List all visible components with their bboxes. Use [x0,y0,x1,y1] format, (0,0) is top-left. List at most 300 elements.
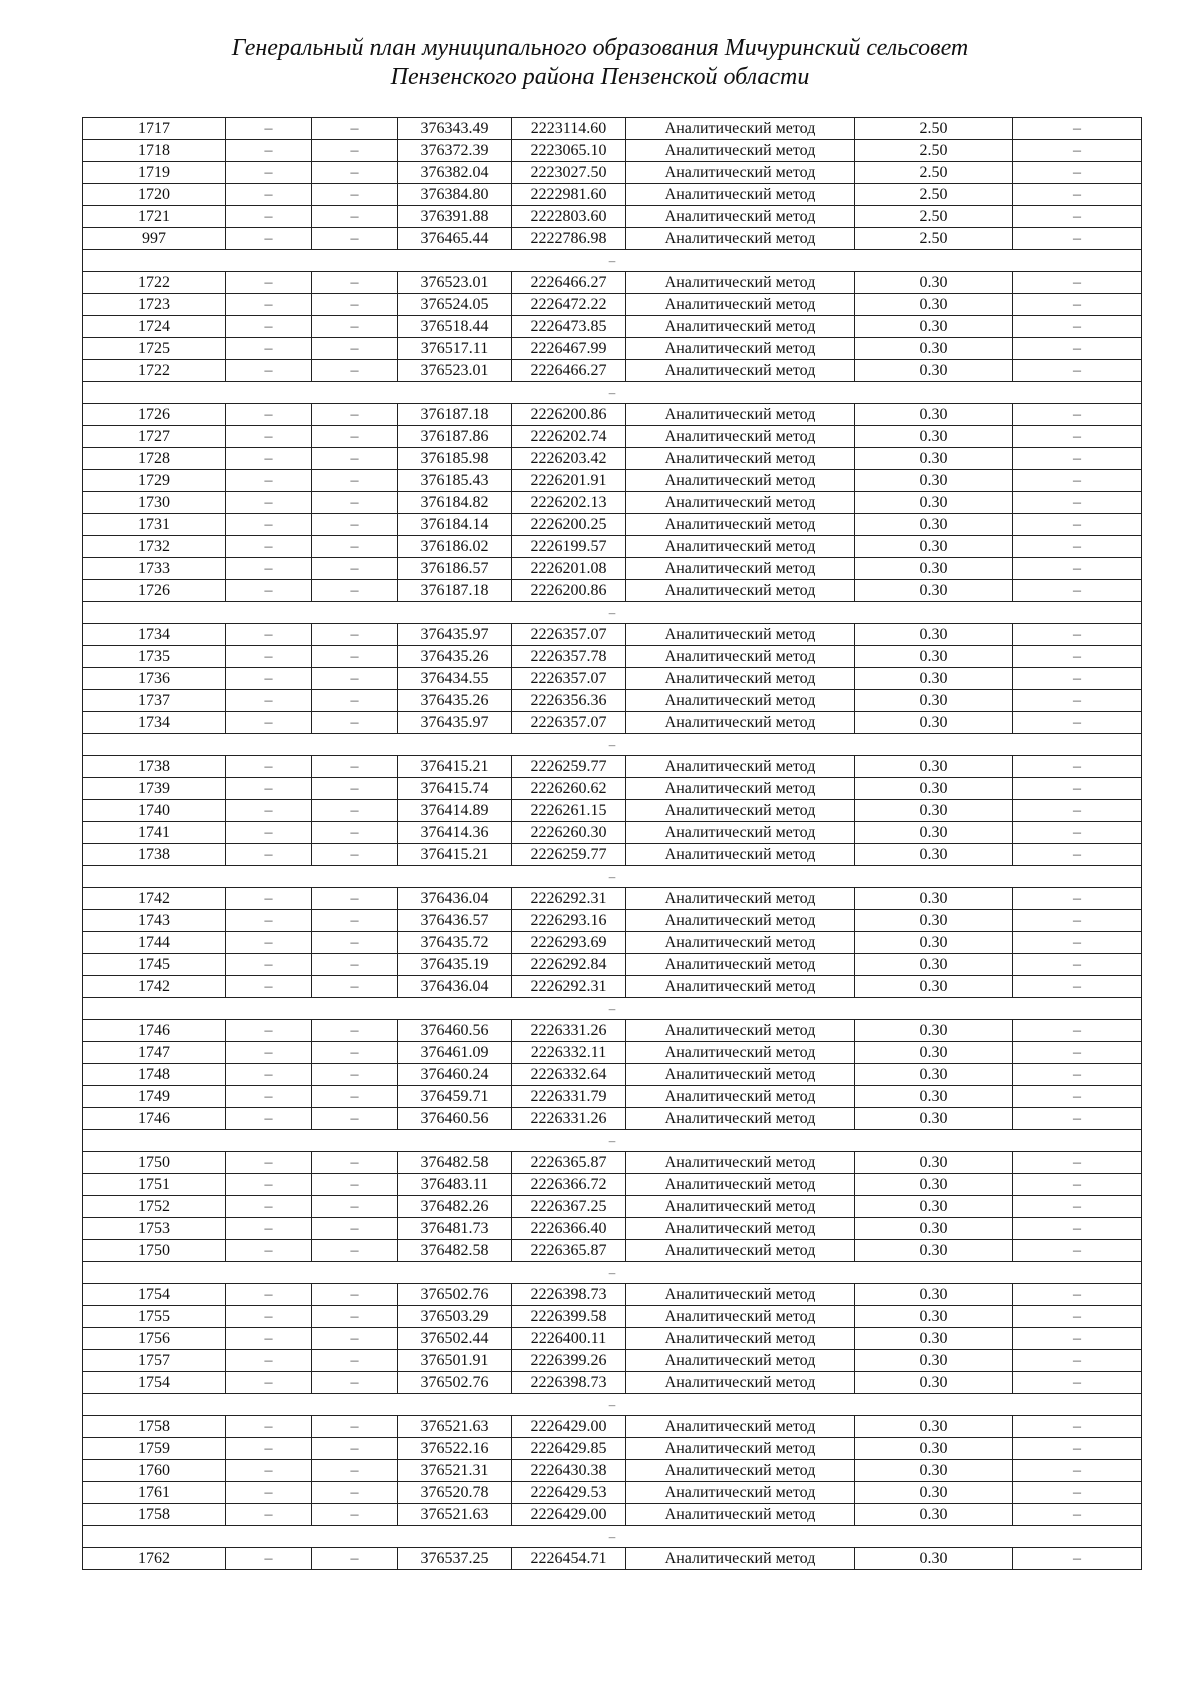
cell-method: Аналитический метод [626,162,855,184]
table-row [83,492,1142,514]
cell-accuracy: 0.30 [855,580,1013,602]
cell-coord-y: 2226200.86 [512,404,626,426]
cell-method: Аналитический метод [626,1460,855,1482]
cell-accuracy: 0.30 [855,932,1013,954]
cell-coord-x: 376184.82 [398,492,512,514]
cell-accuracy: 0.30 [855,1240,1013,1262]
cell-col-2: – [226,822,312,844]
table-separator-row [83,998,1142,1020]
cell-coord-y: 2226429.53 [512,1482,626,1504]
cell-method: Аналитический метод [626,800,855,822]
cell-accuracy: 0.30 [855,492,1013,514]
cell-accuracy: 0.30 [855,888,1013,910]
cell-col-3: – [312,1350,398,1372]
cell-col-3: – [312,338,398,360]
table-row [83,448,1142,470]
cell-coord-x: 376465.44 [398,228,512,250]
cell-coord-y: 2226202.74 [512,426,626,448]
cell-accuracy: 0.30 [855,1548,1013,1570]
cell-coord-x: 376483.11 [398,1174,512,1196]
cell-accuracy: 0.30 [855,294,1013,316]
cell-coord-x: 376501.91 [398,1350,512,1372]
cell-method: Аналитический метод [626,976,855,998]
cell-accuracy: 0.30 [855,470,1013,492]
cell-method: Аналитический метод [626,1240,855,1262]
cell-coord-x: 376482.26 [398,1196,512,1218]
cell-col-3: – [312,624,398,646]
cell-point-number: 1758 [83,1416,226,1438]
cell-coord-y: 2226261.15 [512,800,626,822]
cell-accuracy: 0.30 [855,360,1013,382]
cell-accuracy: 0.30 [855,448,1013,470]
cell-col-3: – [312,756,398,778]
separator-cell: – [83,998,1142,1020]
cell-accuracy: 0.30 [855,646,1013,668]
cell-point-number: 1747 [83,1042,226,1064]
cell-method: Аналитический метод [626,888,855,910]
table-row [83,536,1142,558]
cell-col-3: – [312,1108,398,1130]
cell-coord-x: 376384.80 [398,184,512,206]
cell-col-3: – [312,580,398,602]
cell-coord-x: 376518.44 [398,316,512,338]
cell-col-3: – [312,1306,398,1328]
cell-col-2: – [226,668,312,690]
cell-col-2: – [226,910,312,932]
cell-point-number: 1734 [83,712,226,734]
cell-col-8: – [1013,470,1142,492]
cell-coord-x: 376482.58 [398,1240,512,1262]
cell-point-number: 1748 [83,1064,226,1086]
cell-col-3: – [312,712,398,734]
cell-col-2: – [226,1284,312,1306]
coordinates-table-body [83,118,1142,1570]
cell-col-8: – [1013,1108,1142,1130]
table-row [83,514,1142,536]
cell-method: Аналитический метод [626,294,855,316]
cell-col-3: – [312,1042,398,1064]
table-row [83,338,1142,360]
cell-col-8: – [1013,1548,1142,1570]
cell-method: Аналитический метод [626,954,855,976]
cell-method: Аналитический метод [626,1218,855,1240]
cell-coord-y: 2226332.64 [512,1064,626,1086]
table-row [83,1372,1142,1394]
table-row [83,668,1142,690]
cell-method: Аналитический метод [626,1064,855,1086]
cell-coord-y: 2226259.77 [512,844,626,866]
cell-coord-x: 376415.74 [398,778,512,800]
table-row [83,1020,1142,1042]
cell-col-8: – [1013,1372,1142,1394]
cell-coord-x: 376415.21 [398,756,512,778]
cell-point-number: 1755 [83,1306,226,1328]
cell-col-8: – [1013,536,1142,558]
cell-col-2: – [226,1306,312,1328]
cell-point-number: 1719 [83,162,226,184]
cell-point-number: 1739 [83,778,226,800]
cell-col-2: – [226,404,312,426]
cell-coord-y: 2223065.10 [512,140,626,162]
cell-coord-x: 376185.98 [398,448,512,470]
cell-point-number: 1726 [83,404,226,426]
cell-col-8: – [1013,1306,1142,1328]
cell-col-8: – [1013,778,1142,800]
cell-coord-x: 376521.31 [398,1460,512,1482]
cell-point-number: 1743 [83,910,226,932]
cell-coord-x: 376391.88 [398,206,512,228]
table-row [83,140,1142,162]
table-row [83,822,1142,844]
cell-coord-x: 376436.04 [398,976,512,998]
cell-point-number: 1754 [83,1284,226,1306]
table-row [83,228,1142,250]
table-row [83,1196,1142,1218]
cell-accuracy: 2.50 [855,184,1013,206]
cell-col-2: – [226,1086,312,1108]
cell-accuracy: 0.30 [855,756,1013,778]
cell-col-8: – [1013,558,1142,580]
cell-col-8: – [1013,646,1142,668]
cell-col-8: – [1013,316,1142,338]
cell-accuracy: 0.30 [855,536,1013,558]
cell-point-number: 1726 [83,580,226,602]
cell-col-2: – [226,1020,312,1042]
cell-coord-x: 376503.29 [398,1306,512,1328]
cell-coord-x: 376460.56 [398,1020,512,1042]
cell-col-8: – [1013,426,1142,448]
cell-col-8: – [1013,118,1142,140]
cell-col-2: – [226,1328,312,1350]
separator-cell: – [83,382,1142,404]
cell-col-8: – [1013,162,1142,184]
cell-col-2: – [226,1196,312,1218]
cell-col-8: – [1013,712,1142,734]
table-row [83,1086,1142,1108]
cell-accuracy: 0.30 [855,1306,1013,1328]
table-row [83,470,1142,492]
cell-col-3: – [312,1218,398,1240]
cell-coord-y: 2226260.30 [512,822,626,844]
cell-accuracy: 0.30 [855,1064,1013,1086]
table-row [83,778,1142,800]
cell-point-number: 1730 [83,492,226,514]
cell-col-2: – [226,536,312,558]
cell-col-8: – [1013,690,1142,712]
cell-col-8: – [1013,1504,1142,1526]
cell-col-2: – [226,316,312,338]
cell-coord-y: 2226472.22 [512,294,626,316]
cell-col-3: – [312,910,398,932]
cell-accuracy: 0.30 [855,624,1013,646]
cell-point-number: 1737 [83,690,226,712]
cell-method: Аналитический метод [626,228,855,250]
cell-point-number: 1759 [83,1438,226,1460]
cell-coord-x: 376517.11 [398,338,512,360]
cell-col-3: – [312,954,398,976]
cell-coord-y: 2226200.86 [512,580,626,602]
table-row [83,690,1142,712]
cell-point-number: 1746 [83,1020,226,1042]
cell-coord-y: 2226331.26 [512,1108,626,1130]
cell-coord-x: 376523.01 [398,360,512,382]
cell-accuracy: 0.30 [855,1328,1013,1350]
cell-accuracy: 0.30 [855,426,1013,448]
cell-col-8: – [1013,800,1142,822]
cell-col-3: – [312,426,398,448]
cell-coord-x: 376481.73 [398,1218,512,1240]
cell-point-number: 1721 [83,206,226,228]
cell-col-8: – [1013,272,1142,294]
cell-method: Аналитический метод [626,1372,855,1394]
cell-coord-x: 376522.16 [398,1438,512,1460]
cell-method: Аналитический метод [626,1306,855,1328]
cell-col-2: – [226,778,312,800]
cell-col-2: – [226,338,312,360]
cell-coord-x: 376186.02 [398,536,512,558]
cell-coord-y: 2222803.60 [512,206,626,228]
table-row [83,1108,1142,1130]
cell-coord-x: 376521.63 [398,1504,512,1526]
cell-col-8: – [1013,1328,1142,1350]
cell-coord-x: 376537.25 [398,1548,512,1570]
cell-col-3: – [312,316,398,338]
document-header [0,34,1200,92]
cell-accuracy: 2.50 [855,228,1013,250]
cell-col-8: – [1013,1020,1142,1042]
cell-col-2: – [226,844,312,866]
cell-col-2: – [226,272,312,294]
cell-col-3: – [312,1240,398,1262]
cell-col-2: – [226,558,312,580]
cell-col-3: – [312,448,398,470]
cell-coord-y: 2226356.36 [512,690,626,712]
cell-col-8: – [1013,228,1142,250]
cell-col-8: – [1013,492,1142,514]
table-row [83,1218,1142,1240]
cell-method: Аналитический метод [626,1086,855,1108]
cell-accuracy: 0.30 [855,1372,1013,1394]
table-row [83,360,1142,382]
cell-accuracy: 0.30 [855,1460,1013,1482]
cell-coord-x: 376435.97 [398,712,512,734]
cell-coord-x: 376187.18 [398,404,512,426]
cell-col-2: – [226,118,312,140]
cell-col-8: – [1013,1460,1142,1482]
cell-accuracy: 0.30 [855,800,1013,822]
cell-point-number: 1746 [83,1108,226,1130]
table-row [83,1328,1142,1350]
cell-coord-y: 2222786.98 [512,228,626,250]
cell-method: Аналитический метод [626,514,855,536]
cell-accuracy: 0.30 [855,1108,1013,1130]
table-row [83,316,1142,338]
cell-method: Аналитический метод [626,844,855,866]
cell-col-8: – [1013,844,1142,866]
cell-accuracy: 0.30 [855,404,1013,426]
cell-col-3: – [312,668,398,690]
cell-col-2: – [226,184,312,206]
separator-cell: – [83,1394,1142,1416]
cell-col-2: – [226,1042,312,1064]
cell-coord-x: 376435.97 [398,624,512,646]
cell-point-number: 1725 [83,338,226,360]
cell-accuracy: 2.50 [855,162,1013,184]
cell-point-number: 1724 [83,316,226,338]
table-row [83,1284,1142,1306]
cell-method: Аналитический метод [626,404,855,426]
cell-coord-x: 376382.04 [398,162,512,184]
cell-accuracy: 0.30 [855,712,1013,734]
cell-col-8: – [1013,360,1142,382]
table-row [83,932,1142,954]
separator-cell: – [83,1262,1142,1284]
cell-coord-x: 376520.78 [398,1482,512,1504]
cell-col-3: – [312,1504,398,1526]
cell-accuracy: 0.30 [855,976,1013,998]
cell-coord-y: 2226467.99 [512,338,626,360]
cell-col-3: – [312,976,398,998]
cell-col-2: – [226,140,312,162]
cell-method: Аналитический метод [626,712,855,734]
cell-coord-y: 2226292.84 [512,954,626,976]
cell-col-2: – [226,1438,312,1460]
table-separator-row [83,250,1142,272]
table-row [83,712,1142,734]
cell-coord-x: 376502.76 [398,1372,512,1394]
cell-col-3: – [312,1064,398,1086]
cell-point-number: 997 [83,228,226,250]
cell-col-8: – [1013,1152,1142,1174]
cell-col-2: – [226,360,312,382]
cell-col-2: – [226,1482,312,1504]
cell-col-8: – [1013,580,1142,602]
cell-coord-x: 376414.36 [398,822,512,844]
cell-col-8: – [1013,206,1142,228]
separator-cell: – [83,250,1142,272]
cell-accuracy: 0.30 [855,1350,1013,1372]
cell-accuracy: 0.30 [855,272,1013,294]
cell-col-3: – [312,118,398,140]
cell-point-number: 1757 [83,1350,226,1372]
cell-coord-x: 376523.01 [398,272,512,294]
cell-point-number: 1723 [83,294,226,316]
cell-point-number: 1753 [83,1218,226,1240]
cell-col-3: – [312,470,398,492]
cell-point-number: 1736 [83,668,226,690]
cell-method: Аналитический метод [626,1174,855,1196]
cell-col-3: – [312,1416,398,1438]
cell-coord-y: 2226454.71 [512,1548,626,1570]
cell-coord-x: 376482.58 [398,1152,512,1174]
cell-col-3: – [312,646,398,668]
cell-point-number: 1735 [83,646,226,668]
cell-col-2: – [226,162,312,184]
cell-coord-y: 2223114.60 [512,118,626,140]
cell-method: Аналитический метод [626,624,855,646]
cell-method: Аналитический метод [626,690,855,712]
cell-col-2: – [226,976,312,998]
cell-col-2: – [226,888,312,910]
cell-col-2: – [226,1372,312,1394]
cell-coord-y: 2226357.07 [512,624,626,646]
cell-point-number: 1720 [83,184,226,206]
cell-accuracy: 0.30 [855,1196,1013,1218]
cell-coord-y: 2226293.16 [512,910,626,932]
cell-col-8: – [1013,184,1142,206]
cell-accuracy: 0.30 [855,1416,1013,1438]
table-separator-row [83,1526,1142,1548]
cell-col-2: – [226,1174,312,1196]
cell-coord-x: 376502.44 [398,1328,512,1350]
cell-accuracy: 0.30 [855,1086,1013,1108]
cell-coord-x: 376187.86 [398,426,512,448]
cell-col-8: – [1013,1416,1142,1438]
cell-method: Аналитический метод [626,646,855,668]
cell-coord-x: 376185.43 [398,470,512,492]
cell-accuracy: 0.30 [855,1482,1013,1504]
cell-coord-y: 2226473.85 [512,316,626,338]
cell-col-2: – [226,800,312,822]
cell-accuracy: 0.30 [855,316,1013,338]
cell-accuracy: 0.30 [855,1218,1013,1240]
cell-coord-x: 376460.24 [398,1064,512,1086]
cell-accuracy: 2.50 [855,118,1013,140]
cell-coord-x: 376435.72 [398,932,512,954]
cell-coord-y: 2226332.11 [512,1042,626,1064]
cell-col-2: – [226,514,312,536]
separator-cell: – [83,602,1142,624]
cell-col-3: – [312,184,398,206]
cell-point-number: 1722 [83,272,226,294]
cell-method: Аналитический метод [626,1196,855,1218]
cell-col-3: – [312,1020,398,1042]
cell-col-3: – [312,1196,398,1218]
cell-point-number: 1750 [83,1240,226,1262]
cell-method: Аналитический метод [626,1548,855,1570]
cell-coord-y: 2226292.31 [512,976,626,998]
cell-col-8: – [1013,1438,1142,1460]
cell-coord-x: 376502.76 [398,1284,512,1306]
cell-col-8: – [1013,910,1142,932]
table-row [83,1416,1142,1438]
table-row [83,580,1142,602]
cell-col-2: – [226,470,312,492]
cell-coord-x: 376460.56 [398,1108,512,1130]
table-row [83,1350,1142,1372]
header-title-line-1: Генеральный план муниципального образования Мичуринский сельсовет [231,35,969,61]
cell-col-2: – [226,228,312,250]
cell-accuracy: 2.50 [855,206,1013,228]
table-row [83,954,1142,976]
cell-coord-y: 2226429.00 [512,1416,626,1438]
cell-accuracy: 0.30 [855,1504,1013,1526]
table-row [83,756,1142,778]
cell-point-number: 1742 [83,976,226,998]
cell-col-3: – [312,206,398,228]
cell-method: Аналитический метод [626,580,855,602]
cell-point-number: 1761 [83,1482,226,1504]
cell-coord-x: 376187.18 [398,580,512,602]
table-row [83,976,1142,998]
table-row [83,1438,1142,1460]
cell-col-8: – [1013,1350,1142,1372]
cell-coord-x: 376184.14 [398,514,512,536]
cell-coord-y: 2226466.27 [512,272,626,294]
cell-point-number: 1762 [83,1548,226,1570]
cell-method: Аналитический метод [626,1350,855,1372]
cell-col-2: – [226,448,312,470]
